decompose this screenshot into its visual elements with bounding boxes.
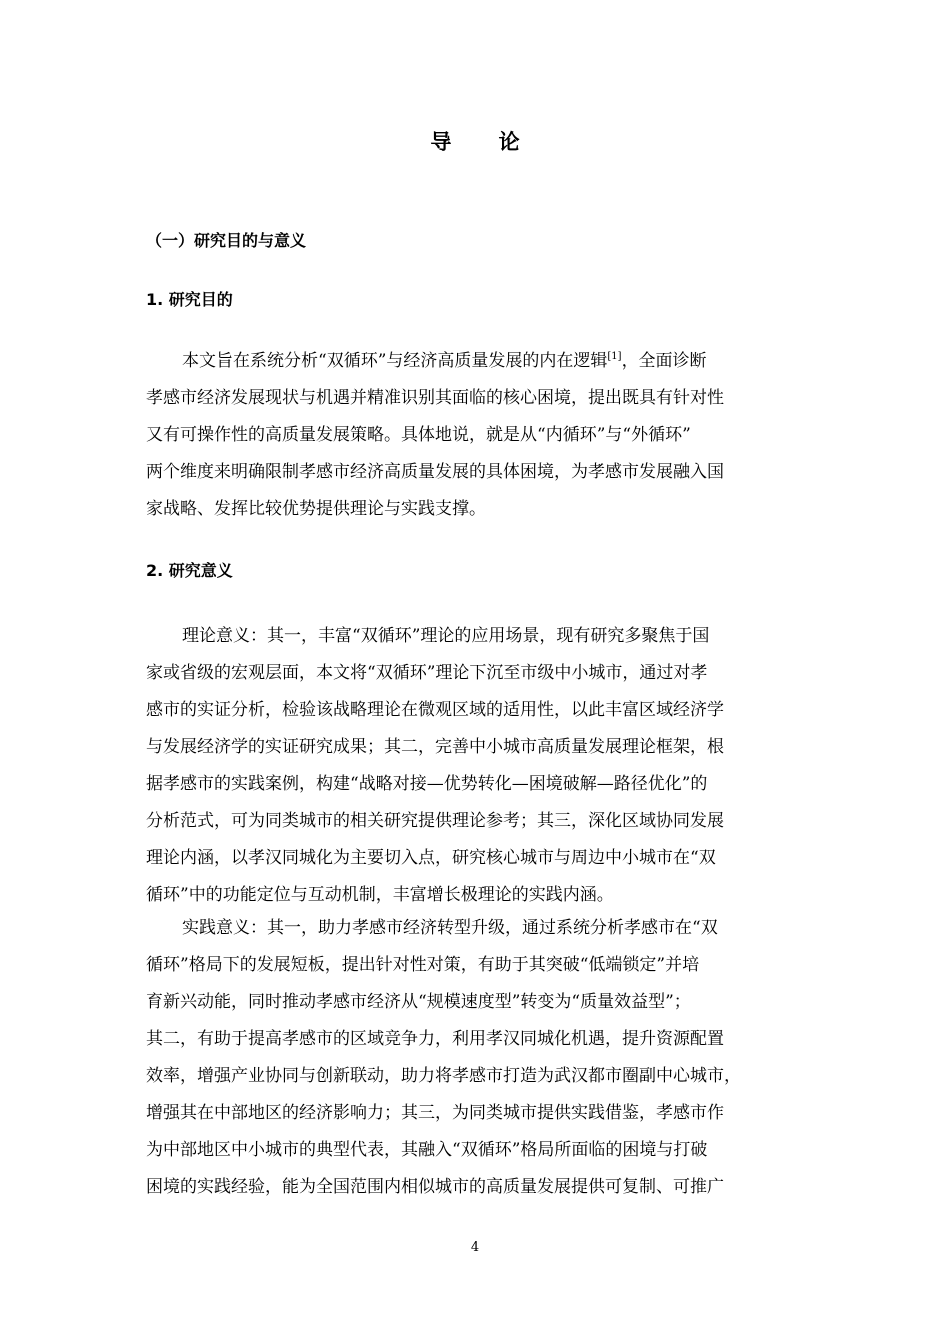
paragraph-line: 实践意义：其一，助力孝感市经济转型升级，通过系统分析孝感市在“双 [182,918,718,938]
line-text: 本文旨在系统分析“双循环”与经济高质量发展的内在逻辑 [182,351,608,371]
paragraph-line: 孝感市经济发展现状与机遇并精准识别其面临的核心困境，提出既具有针对性 [146,388,724,408]
paragraph-line: 困境的实践经验，能为全国范围内相似城市的高质量发展提供可复制、可推广 [146,1177,724,1197]
subsection-heading-significance: 2. 研究意义 [146,561,233,580]
paragraph-line: 效率，增强产业协同与创新联动，助力将孝感市打造为武汉都市圈副中心城市， [146,1066,741,1086]
practice-significance-paragraph [146,910,805,1206]
paragraph-line [146,343,805,380]
paragraph-line: 理论内涵，以孝汉同城化为主要切入点，研究核心城市与周边中小城市在“双 [146,848,716,868]
subsection-heading-purpose: 1. 研究目的 [146,290,233,309]
citation-marker: [1] [607,351,622,362]
paragraph-line: 其二，有助于提高孝感市的区域竞争力，利用孝汉同城化机遇，提升资源配置 [146,1029,724,1049]
chapter-title: 导 论 [430,130,540,154]
paragraph-line: 家或省级的宏观层面，本文将“双循环”理论下沉至市级中小城市，通过对孝 [146,663,708,683]
paragraph-line: 感市的实证分析，检验该战略理论在微观区域的适用性，以此丰富区域经济学 [146,700,724,720]
paragraph-line: 分析范式，可为同类城市的相关研究提供理论参考；其三，深化区域协同发展 [146,811,724,831]
section-heading: （一）研究目的与意义 [146,231,307,250]
paragraph-line: 家战略、发挥比较优势提供理论与实践支撑。 [146,499,486,519]
line-text: ，全面诊断 [621,351,707,371]
paragraph-line: 育新兴动能，同时推动孝感市经济从“规模速度型”转变为“质量效益型”； [146,992,691,1012]
theory-significance-paragraph [146,618,805,914]
purpose-paragraph [146,343,805,528]
paragraph-line: 理论意义：其一，丰富“双循环”理论的应用场景，现有研究多聚焦于国 [182,626,710,646]
paragraph-line: 又有可操作性的高质量发展策略。具体地说，就是从“内循环”与“外循环” [146,425,691,445]
paragraph-line: 循环”格局下的发展短板，提出针对性对策，有助于其突破“低端锁定”并培 [146,955,700,975]
paragraph-line: 循环”中的功能定位与互动机制，丰富增长极理论的实践内涵。 [146,885,614,905]
page-number: 4 [470,1240,480,1255]
paragraph-line: 据孝感市的实践案例，构建“战略对接—优势转化—困境破解—路径优化”的 [146,774,708,794]
paragraph-line: 两个维度来明确限制孝感市经济高质量发展的具体困境，为孝感市发展融入国 [146,462,724,482]
paragraph-line: 增强其在中部地区的经济影响力；其三，为同类城市提供实践借鉴，孝感市作 [146,1103,724,1123]
paragraph-line: 与发展经济学的实证研究成果；其二，完善中小城市高质量发展理论框架，根 [146,737,724,757]
paragraph-line: 为中部地区中小城市的典型代表，其融入“双循环”格局所面临的困境与打破 [146,1140,708,1160]
